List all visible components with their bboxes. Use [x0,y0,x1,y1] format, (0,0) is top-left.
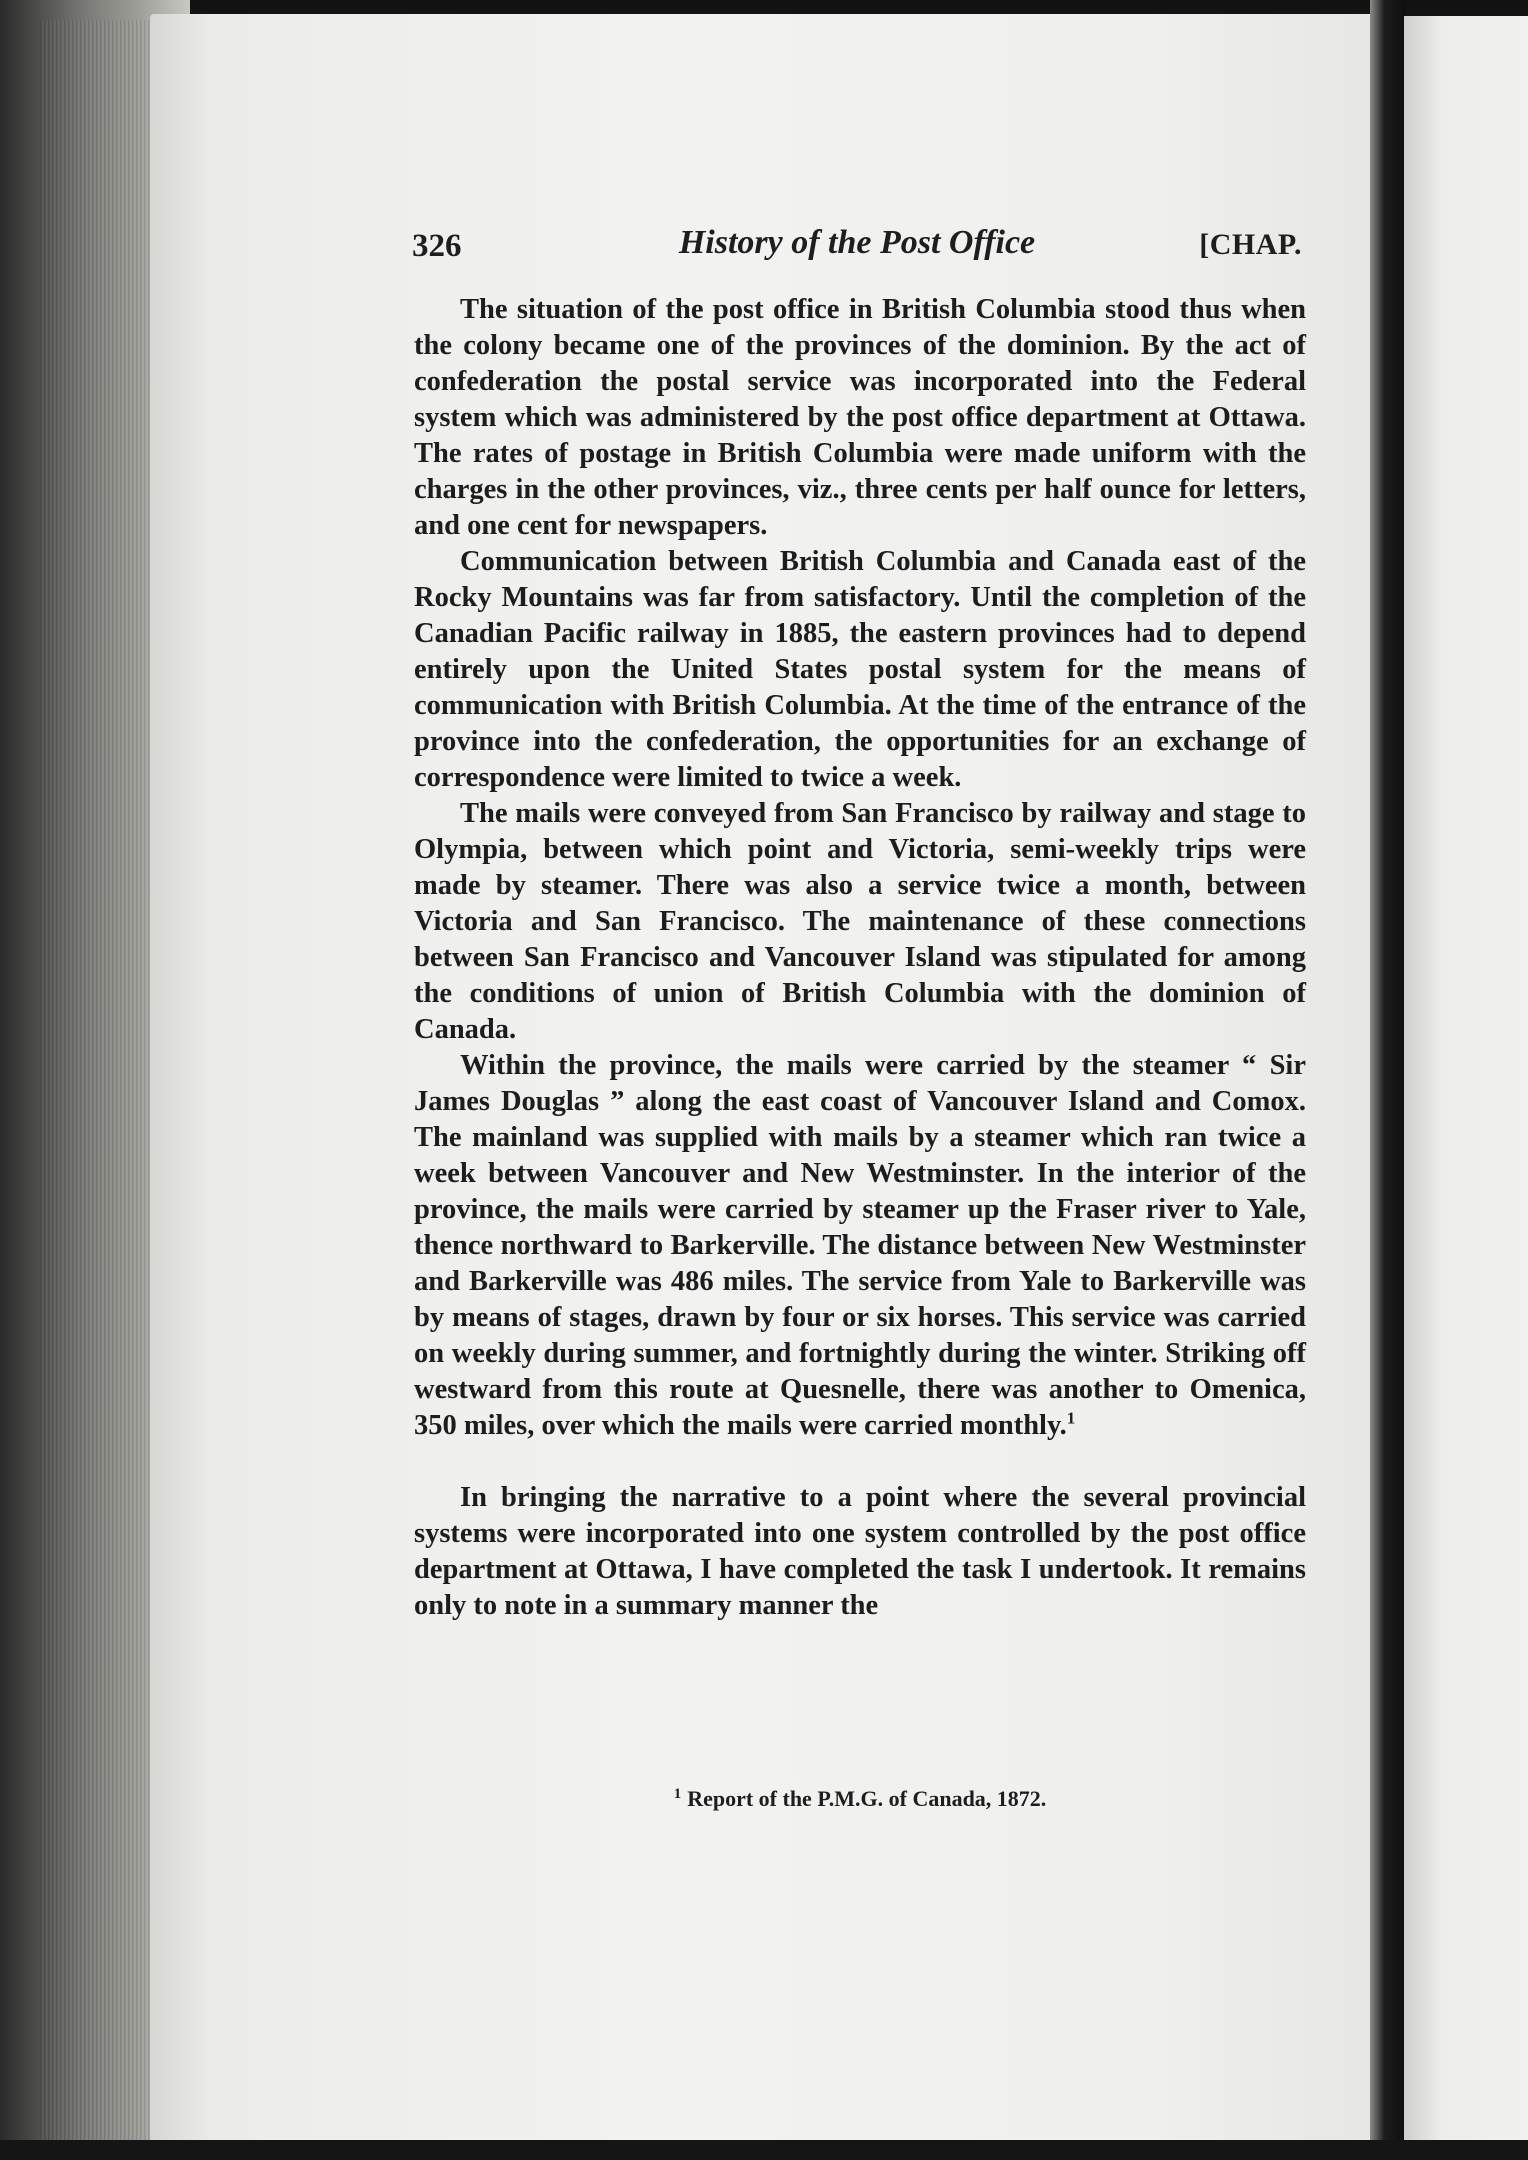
footnote-number: 1 [673,1785,682,1802]
book-gutter [1370,0,1406,2160]
footnote-text: Report of the P.M.G. of Canada, 1872. [687,1786,1047,1811]
chapter-mark: [CHAP. [1199,228,1302,261]
facing-page [1404,16,1528,2146]
paragraph-2: Communication between British Columbia and Canada east of the Rocky Mountains was far from satisfactory. Until the completion of the Canadian Pacific railway in 1885, the eastern provinces had to depend entirely upon the United States postal system for the means of communication with British Columbia. At the time of the entrance of the province into the confederation, the opportunities for an exchange of correspondence were limited to twice a week. [414,546,1306,793]
paragraph-5: In bringing the narrative to a point where the several provincial systems were incorporated into one system controlled by the post office department at Ottawa, I have completed the task I undertook. It remains only to note in a summary manner the [414,1482,1306,1621]
paragraph-4 [414,1048,1306,1444]
paragraph-3: The mails were conveyed from San Francisco by railway and stage to Olympia, between which point and Victoria, semi-weekly trips were made by steamer. There was also a service twice a month, between Victoria and San Francisco. The maintenance of these connections between San Francisco and Vancouver Island was stipulated for among the conditions of union of British Columbia with the dominion of Canada. [414,798,1306,1045]
page-number: 326 [412,228,462,264]
running-title: History of the Post Office [678,224,1036,261]
bottom-shadow [0,2140,1528,2160]
paragraph-1: The situation of the post office in British Columbia stood thus when the colony became one of the provinces of the dominion. By the act of confederation the postal service was incorporated into the Federal system which was administered by the post office department at Ottawa. The rates of postage in British Columbia were made uniform with the charges in the other provinces, viz., three cents per half ounce for letters, and one cent for newspapers. [414,294,1306,541]
running-header [412,224,1302,268]
footnote-reference: 1 [1066,1408,1076,1428]
paragraph-4-text: Within the province, the mails were carried by the steamer “ Sir James Douglas ” along the east coast of Vancouver Island and Comox. The mainland was supplied with mails by a steamer which ran twice a week between Vancouver and New Westminster. In the interior of the province, the mails were carried by steamer up the Fraser river to Yale, thence northward to Barkerville. The distance between New Westminster and Barkerville was 486 miles. The service from Yale to Barkerville was by means of stages, drawn by four or six horses. This service was carried on weekly during summer, and fortnightly during the winter. Striking off westward from this route at Quesnelle, there was another to Omenica, 350 miles, over which the mails were carried monthly. [414,1050,1306,1441]
body-text [414,292,1306,1624]
footnote [414,1786,1306,1812]
